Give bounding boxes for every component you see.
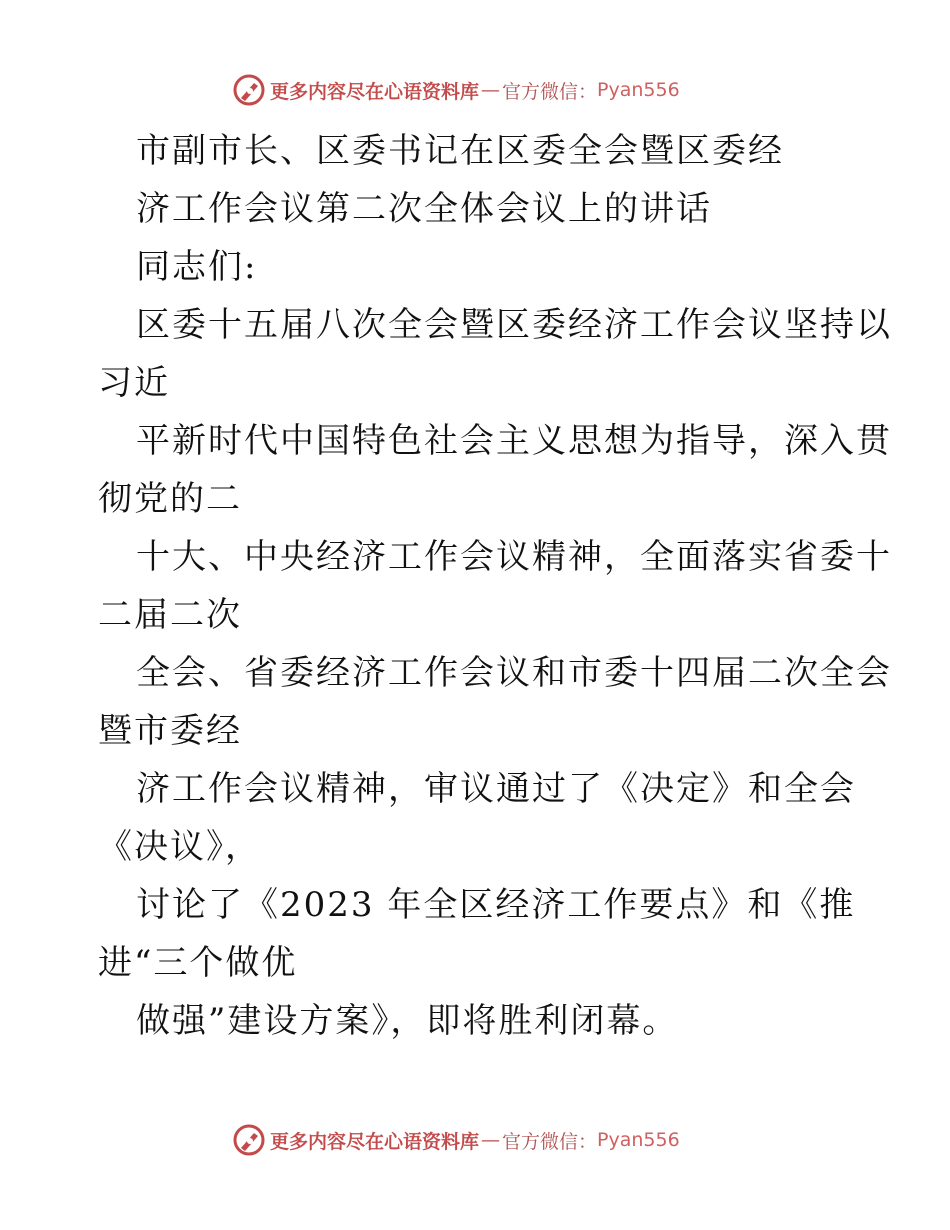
header-watermark [232, 72, 680, 108]
document-line: 平新时代中国特色社会主义思想为指导，深入贯 [136, 421, 892, 461]
document-line: 同志们: [136, 247, 258, 287]
document-line: 市副市长、区委书记在区委全会暨区委经 [136, 131, 784, 171]
watermark-dash: — [481, 1129, 501, 1151]
pen-in-circle-logo [232, 1123, 266, 1157]
document-line: 习近 [98, 363, 170, 403]
document-line: 进“三个做优 [98, 943, 298, 983]
watermark-wechat-id: Pyan556 [597, 79, 680, 101]
document-line: 全会、省委经济工作会议和市委十四届二次全会 [136, 653, 892, 693]
document-line: 彻党的二 [98, 479, 242, 519]
document-line: 区委十五届八次全会暨区委经济工作会议坚持以 [136, 305, 892, 345]
footer-watermark [232, 1122, 680, 1158]
document-line: 十大、中央经济工作会议精神，全面落实省委十 [136, 537, 892, 577]
pen-in-circle-logo [232, 73, 266, 107]
document-line: 做强”建设方案》，即将胜利闭幕。 [136, 1001, 679, 1041]
watermark-prefix: 更多内容尽在心语资料库 [270, 80, 480, 103]
watermark-wechat-id: Pyan556 [597, 1129, 680, 1151]
document-line: 讨论了《2023 年全区经济工作要点》和《推 [136, 885, 856, 925]
watermark-official: 官方微信： [502, 80, 598, 103]
document-line: 济工作会议第二次全体会议上的讲话 [136, 189, 712, 229]
document-line: 济工作会议精神，审议通过了《决定》和全会 [136, 769, 856, 809]
document-line: 暨市委经 [98, 711, 242, 751]
document-line: 《决议》， [98, 827, 261, 867]
watermark-official: 官方微信： [502, 1130, 598, 1153]
document-body [98, 122, 892, 1050]
watermark-dash: — [481, 79, 501, 101]
watermark-prefix: 更多内容尽在心语资料库 [270, 1130, 480, 1153]
document-line: 二届二次 [98, 595, 242, 635]
